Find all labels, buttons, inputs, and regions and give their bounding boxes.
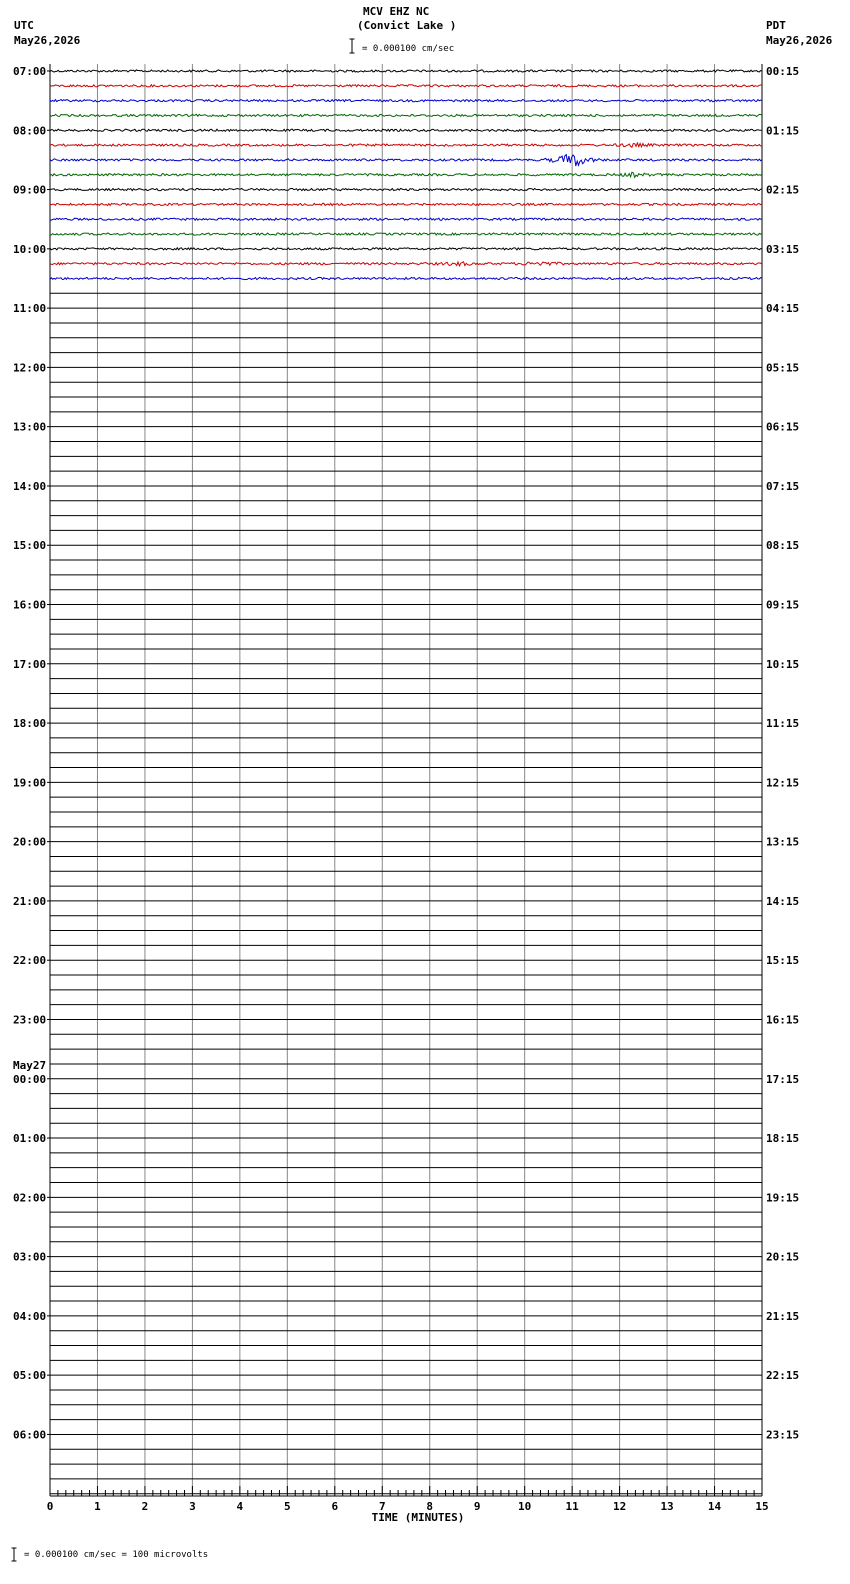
trace-row <box>50 172 762 177</box>
pdt-hour-label: 06:15 <box>766 420 800 434</box>
utc-hour-label: 17:00 <box>13 657 47 671</box>
scale-bar-icon <box>350 39 355 53</box>
scale-label: = 0.000100 cm/sec <box>362 44 455 54</box>
utc-hour-label: 22:00 <box>13 954 47 968</box>
x-tick-label: 11 <box>565 1500 579 1513</box>
pdt-hour-label: 03:15 <box>766 242 800 256</box>
trace-row <box>50 262 762 266</box>
utc-hour-label: 21:00 <box>13 894 47 908</box>
pdt-hour-label: 16:15 <box>766 1013 800 1027</box>
utc-hour-label: 23:00 <box>13 1013 47 1027</box>
footer-scale-label: = 0.000100 cm/sec = 100 microvolts <box>24 1550 209 1560</box>
utc-hour-label: 07:00 <box>13 65 47 78</box>
utc-hour-label: 15:00 <box>13 539 47 553</box>
x-tick-label: 2 <box>141 1500 149 1513</box>
utc-hour-label: 11:00 <box>13 302 47 316</box>
pdt-hour-label: 13:15 <box>766 835 800 849</box>
x-axis-title: TIME (MINUTES) <box>371 1511 465 1524</box>
time-axis <box>47 1486 769 1524</box>
utc-hour-label: 09:00 <box>13 183 47 197</box>
utc-hour-label: 08:00 <box>13 124 47 138</box>
utc-hour-label: 01:00 <box>13 1132 47 1146</box>
trace-row <box>50 248 762 250</box>
trace-row <box>50 218 762 220</box>
utc-hour-label: 10:00 <box>13 242 47 256</box>
pdt-hour-label: 22:15 <box>766 1369 800 1383</box>
x-tick-label: 15 <box>755 1500 769 1513</box>
trace-row <box>50 70 762 72</box>
utc-hour-label: 18:00 <box>13 717 47 731</box>
right-timezone: PDT <box>766 19 786 32</box>
right-date: May26,2026 <box>766 34 833 47</box>
pdt-hour-label: 19:15 <box>766 1191 800 1205</box>
utc-hour-label: 06:00 <box>13 1428 47 1442</box>
left-date: May26,2026 <box>14 34 81 47</box>
pdt-hour-label: 09:15 <box>766 598 800 612</box>
pdt-hour-label: 15:15 <box>766 954 800 968</box>
pdt-hour-label: 12:15 <box>766 776 800 790</box>
pdt-hour-label: 20:15 <box>766 1250 800 1264</box>
x-tick-label: 9 <box>473 1500 481 1513</box>
x-tick-label: 6 <box>331 1500 339 1513</box>
trace-row <box>50 233 762 235</box>
seismic-traces <box>50 70 762 280</box>
pdt-hour-label: 04:15 <box>766 302 800 316</box>
trace-row <box>50 155 762 166</box>
utc-hour-label: 03:00 <box>13 1250 47 1264</box>
trace-row <box>50 114 762 116</box>
pdt-hour-label: 11:15 <box>766 717 800 731</box>
left-timezone: UTC <box>14 19 34 32</box>
footer-scale-bar-icon <box>12 1548 17 1561</box>
utc-hour-label: 00:00 <box>13 1072 47 1086</box>
x-tick-label: 7 <box>378 1500 386 1513</box>
utc-hour-label: 12:00 <box>13 361 47 375</box>
x-tick-label: 3 <box>189 1500 196 1513</box>
trace-row <box>50 100 762 102</box>
trace-row <box>50 85 762 87</box>
station-location: (Convict Lake ) <box>357 19 457 32</box>
x-tick-label: 13 <box>660 1500 674 1513</box>
utc-hour-label: 19:00 <box>13 776 47 790</box>
utc-hour-label: 14:00 <box>13 479 47 493</box>
pdt-hour-label: 21:15 <box>766 1309 800 1323</box>
pdt-hour-label: 00:15 <box>766 65 800 78</box>
trace-row <box>50 129 762 131</box>
x-tick-label: 1 <box>94 1500 101 1513</box>
utc-hour-label: 05:00 <box>13 1369 47 1383</box>
x-tick-label: 0 <box>46 1500 54 1513</box>
utc-hour-label: 02:00 <box>13 1191 47 1205</box>
pdt-hour-label: 10:15 <box>766 657 800 671</box>
trace-row <box>50 203 762 205</box>
pdt-hour-label: 01:15 <box>766 124 800 138</box>
pdt-hour-label: 07:15 <box>766 479 800 493</box>
station-title: MCV EHZ NC <box>363 5 430 18</box>
x-tick-label: 10 <box>518 1500 532 1513</box>
pdt-hour-label: 23:15 <box>766 1428 800 1442</box>
utc-hour-label: 04:00 <box>13 1309 47 1323</box>
x-tick-label: 8 <box>426 1500 434 1513</box>
utc-hour-label: 13:00 <box>13 420 47 434</box>
pdt-hour-label: 18:15 <box>766 1132 800 1146</box>
pdt-hour-label: 02:15 <box>766 183 800 197</box>
x-tick-label: 4 <box>236 1500 244 1513</box>
pdt-hour-label: 05:15 <box>766 361 800 375</box>
trace-row <box>50 143 762 147</box>
pdt-hour-label: 14:15 <box>766 894 800 908</box>
x-tick-label: 14 <box>707 1500 722 1513</box>
x-tick-label: 5 <box>284 1500 291 1513</box>
pdt-hour-label: 08:15 <box>766 539 800 553</box>
date-change-label: May27 <box>13 1058 47 1072</box>
utc-hour-label: 16:00 <box>13 598 47 612</box>
utc-hour-label: 20:00 <box>13 835 47 849</box>
trace-row <box>50 277 762 279</box>
pdt-hour-label: 17:15 <box>766 1072 800 1086</box>
trace-row <box>50 189 762 191</box>
x-tick-label: 12 <box>612 1500 627 1513</box>
